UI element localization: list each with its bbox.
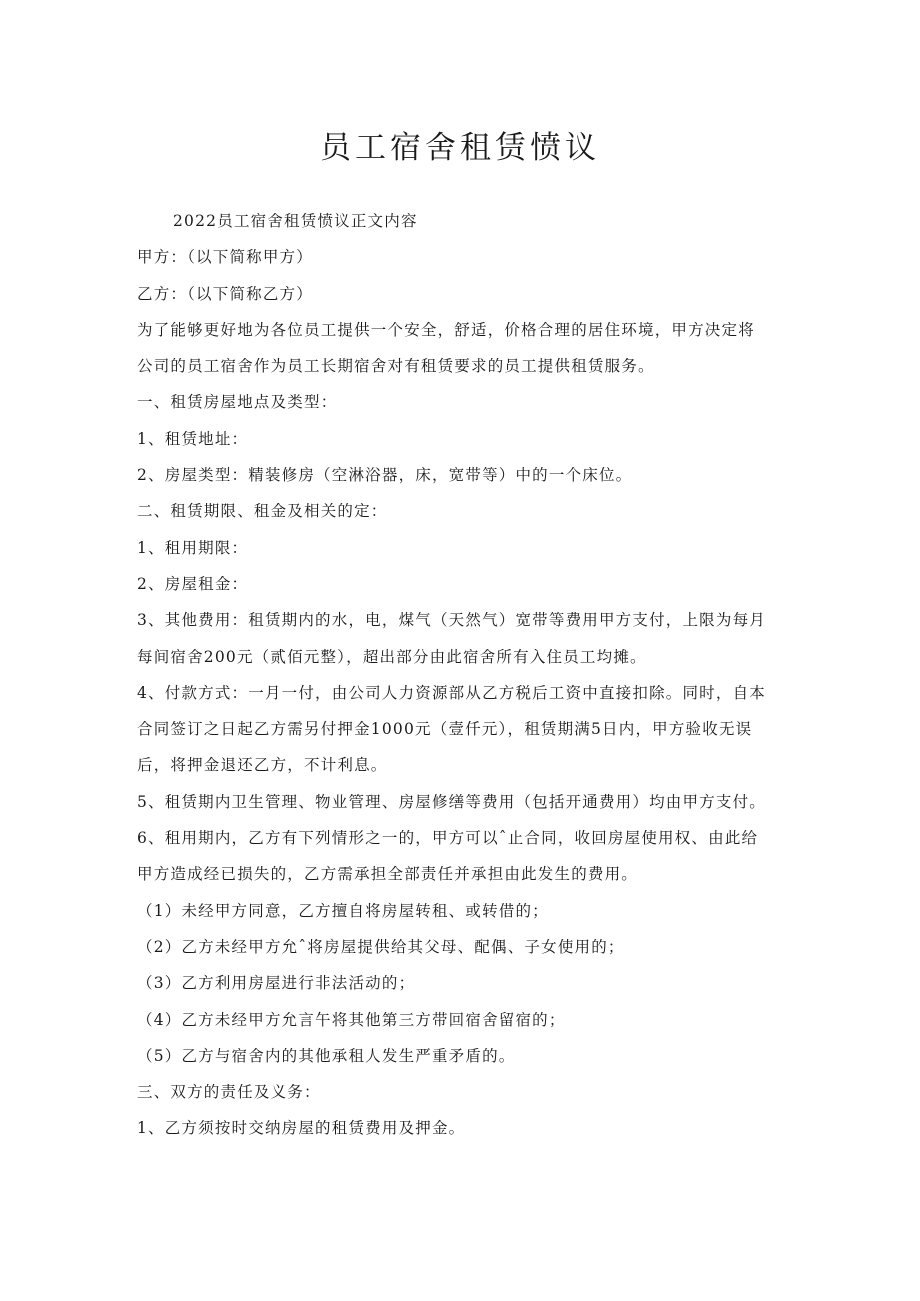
body-line: 2、房屋类型：精装修房（空淋浴器，床，宽带等）中的一个床位。 (137, 466, 633, 485)
list-item: （1）未经甲方同意，乙方擅自将房屋转租、或转借的； (137, 901, 549, 920)
body-line: 每间宿舍200元（贰佰元整），超出部分由此宿舍所有入住员工均摊。 (137, 647, 647, 666)
body-line: 6、租用期内，乙方有下列情形之一的，甲方可以ˆ止合同，收回房屋使用权、由此给 (137, 829, 759, 848)
body-line: 2、房屋租金： (137, 574, 249, 593)
body-line: 4、付款方式：一月一付，由公司人力资源部从乙方税后工资中直接扣除。同时，自本 (137, 683, 766, 702)
body-line: 甲方造成经已损失的，乙方需承担全部责任并承担由此发生的费用。 (137, 865, 639, 884)
body-line: 1、乙方须按时交纳房屋的租赁费用及押金。 (137, 1119, 466, 1138)
body-line: 3、其他费用：租赁期内的水，电，煤气（天然气）宽带等费用甲方支付，上限为每月 (137, 611, 766, 630)
section-heading-1: 一、租赁房屋地点及类型： (137, 393, 338, 412)
list-item: （3）乙方利用房屋进行非法活动的； (137, 974, 416, 993)
body-line: 1、租赁地址： (137, 429, 249, 448)
list-item: （2）乙方未经甲方允ˆ将房屋提供给其父母、配偶、子女使用的； (137, 937, 625, 956)
body-line-party-a: 甲方：（以下简称甲方） (137, 248, 313, 267)
document-body (137, 203, 787, 1147)
body-line: 为了能够更好地为各位员工提供一个安全，舒适，价格合理的居住环境，甲方决定将 (137, 320, 755, 339)
body-line-party-b: 乙方：（以下简称乙方） (137, 284, 313, 303)
list-item: （4）乙方未经甲方允言午将其他第三方带回宿舍留宿的； (137, 1010, 566, 1029)
body-line: 5、租赁期内卫生管理、物业管理、房屋修缮等费用（包括开通费用）均由甲方支付。 (137, 792, 766, 811)
body-line: 1、租用期限： (137, 538, 249, 557)
section-heading-3: 三、双方的责任及义务： (137, 1083, 321, 1102)
body-line: 公司的员工宿舍作为员工长期宿舍对有租赁要求的员工提供租赁服务。 (137, 357, 655, 376)
document-title: 员工宿舍租赁愤议 (320, 130, 600, 166)
body-line-subtitle: 2022员工宿舍租赁愤议正文内容 (173, 212, 418, 230)
section-heading-2: 二、租赁期限、租金及相关的定： (137, 502, 388, 521)
body-line: 后，将押金退还乙方，不计利息。 (137, 756, 388, 775)
body-line: 合同签订之日起乙方需另付押金1000元（壹仟元），租赁期满5日内，甲方验收无误 (137, 720, 753, 739)
list-item: （5）乙方与宿舍内的其他承租人发生严重矛盾的。 (137, 1046, 516, 1065)
